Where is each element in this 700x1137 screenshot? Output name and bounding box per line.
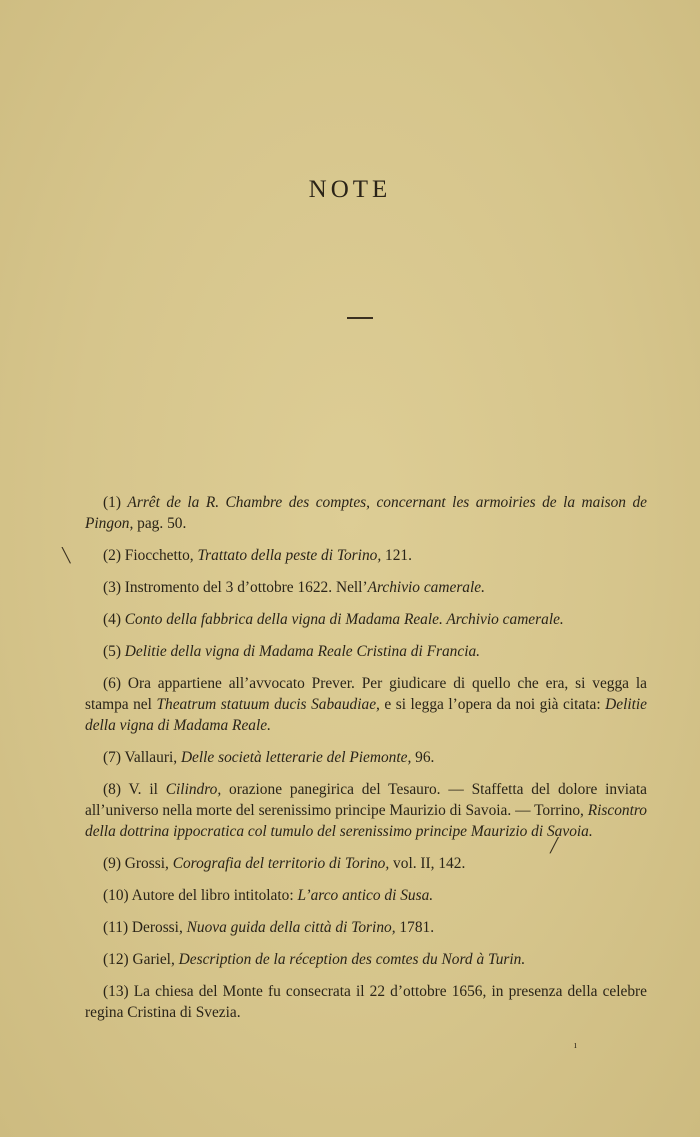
footnote [85, 609, 647, 630]
notes-list [85, 492, 647, 1034]
footnote [85, 641, 647, 662]
footnote [85, 779, 647, 842]
footnote-text: orazione panegirica del Tesauro. — Staffetta del dolore inviata all’universo nella morte del serenissimo principe Maurizio di Savoia. — Torrino, [85, 781, 647, 819]
footnote [85, 885, 647, 906]
title-rule [347, 317, 373, 319]
footnote [85, 917, 647, 938]
footnote [85, 673, 647, 736]
footnote-text: 121. [381, 547, 412, 564]
footnote-text: e si legga l’opera da noi già citata: [379, 696, 606, 713]
footnote [85, 949, 647, 970]
footnote-text: 1781. [395, 919, 435, 936]
footnote-text: V. il [128, 781, 166, 798]
footnote-title-text: Cilindro, [165, 781, 222, 798]
footnote-title-text: Theatrum statuum ducis Sabaudiae, [156, 696, 380, 713]
footnote-text: Gariel, [132, 951, 179, 968]
footnote-text: 96. [411, 749, 435, 766]
footnote [85, 545, 647, 566]
footnote-number: (1) [103, 494, 128, 511]
footnote-number: (12) [103, 951, 133, 968]
footnote-text: vol. II, 142. [389, 855, 466, 872]
footnote-number: (3) [103, 579, 125, 596]
footnote-number: (2) [103, 547, 125, 564]
footnote-title-text: Riscontro della dottrina ippocratica col tumulo del serenissimo principe Maurizio di Savoia. [85, 802, 647, 840]
footnote-text: Derossi, [131, 919, 187, 936]
footnote-title-text: Delle società letterarie del Piemonte, [180, 749, 412, 766]
footnote-text: Grossi, [124, 855, 173, 872]
footnote-title-text: Conto della fabbrica della vigna di Madama Reale. Archivio camerale. [124, 611, 564, 628]
footnote [85, 747, 647, 768]
footnote-title-text: Arrêt de la R. Chambre des comptes, concernant les armoiries de la maison de Pingon, [85, 494, 647, 532]
footnote-number: (5) [103, 643, 125, 660]
footnote-text: pag. 50. [133, 515, 187, 532]
footnote [85, 577, 647, 598]
footnote-title-text: Delitie della vigna di Madama Reale. [85, 696, 648, 734]
footnote-title-text: Description de la réception des comtes du Nord à Turin. [178, 951, 526, 968]
footnote-number: (9) [103, 855, 125, 872]
footnote-title-text: L’arco antico di Susa. [297, 887, 434, 904]
footnote-number: (8) [103, 781, 129, 798]
footnote [85, 853, 647, 874]
ink-mark: ╲ [62, 549, 71, 564]
ink-mark: ╱ [550, 839, 559, 854]
footnote-title-text: Trattato della peste di Torino, [197, 547, 382, 564]
footnote-number: (11) [103, 919, 132, 936]
footnote-title-text: Archivio camerale. [367, 579, 485, 596]
footnote-title-text: Nuova guida della città di Torino, [186, 919, 396, 936]
footnote-number: (6) [103, 675, 128, 692]
footnote [85, 981, 647, 1023]
footnote [85, 492, 647, 534]
footnote-text: Autore del libro intitolato: [131, 887, 298, 904]
footnote-number: (10) [103, 887, 132, 904]
footnote-text: La chiesa del Monte fu consecrata il 22 d’ottobre 1656, in presenza della celebre regina Cristina di Svezia. [85, 983, 647, 1021]
footnote-number: (13) [103, 983, 134, 1000]
footnote-number: (4) [103, 611, 125, 628]
ink-mark: ı [574, 1040, 577, 1051]
footnote-text: Instromento del 3 d’ottobre 1622. Nell’ [124, 579, 368, 596]
footnote-text: Fiocchetto, [124, 547, 198, 564]
footnote-title-text: Delitie della vigna di Madama Reale Cristina di Francia. [124, 643, 481, 660]
page-title: NOTE [308, 176, 392, 203]
footnote-text: Vallauri, [124, 749, 181, 766]
footnote-title-text: Corografia del territorio di Torino, [172, 855, 390, 872]
footnote-text: Ora appartiene all’avvocato Prever. Per giudicare di quello che era, si vegga la stampa nel [85, 675, 647, 713]
footnote-number: (7) [103, 749, 125, 766]
